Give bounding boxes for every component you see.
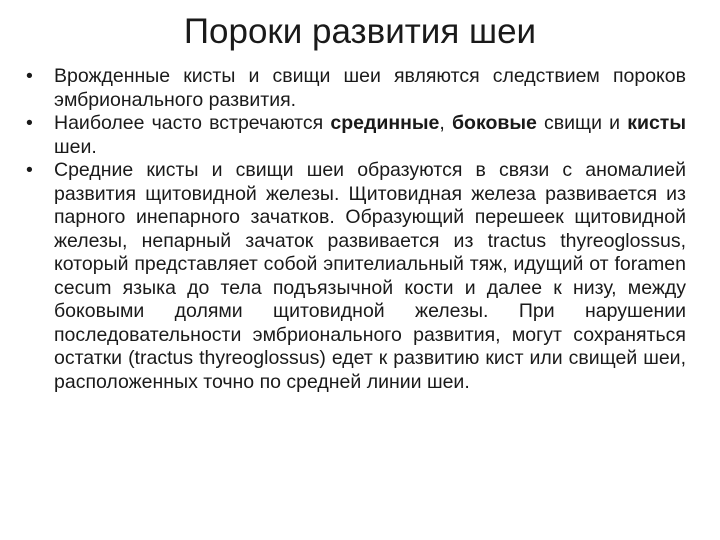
bullet-icon: • [26,112,33,134]
bold-term-median: срединные [330,112,440,134]
bold-term-cysts: кисты [627,112,686,134]
bullet-text-part: , [439,112,452,134]
bullet-item-median-cysts [22,159,686,394]
bullet-icon: • [26,65,33,87]
bullet-item-congenital [22,65,686,112]
bullet-text: Врожденные кисты и свищи шеи являются следствием пороков эмбрионального развития. [54,65,686,111]
bullet-item-frequency [22,112,686,159]
bullet-text-part: Наиболее часто встречаются [54,112,331,134]
bold-term-lateral: боковые [452,112,537,134]
bullet-text: Средние кисты и свищи шеи образуются в связи с аномалией развития щитовидной железы. Щитовидная железа развивается из парного инепарного зачатков. Образующий перешеек щитовидной железы, непарный зачаток развивается из tractus thyreoglossus, который представляет собой эпителиальный тяж, идущий от foramen cecum языка до тела подъязычной кости и далее к низу, между боковыми долями щитовидной железы. При нарушении последовательности эмбрионального развития, могут сохраняться остатки (tractus thyreoglossus) едет к развитию кист или свищей шеи, расположенных точно по средней линии шеи. [54,159,686,393]
bullet-icon: • [26,159,33,181]
slide-title: Пороки развития шеи [183,12,537,51]
bullet-text-part: шеи. [54,135,97,158]
bullet-list [22,65,686,394]
bullet-text-part: свищи и [536,112,628,134]
